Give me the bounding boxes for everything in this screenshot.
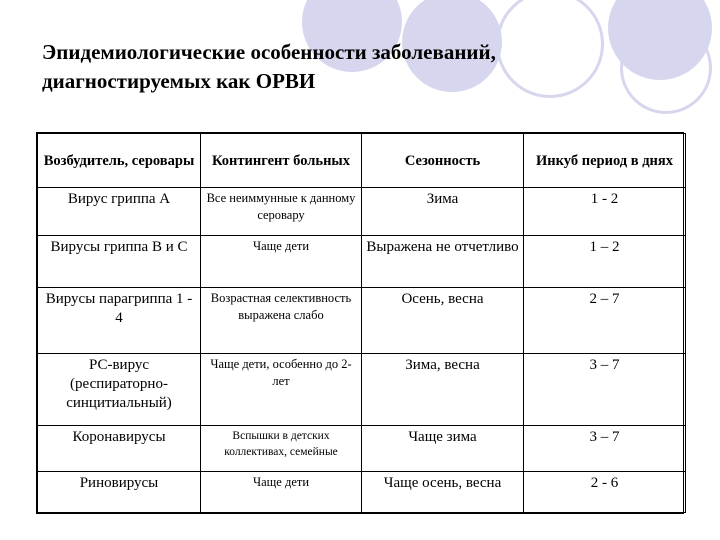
title-line-2: диагностируемых как ОРВИ xyxy=(42,69,316,93)
table-cell: Коронавирусы xyxy=(38,426,201,472)
table-row xyxy=(38,236,686,288)
header-cell: Инкуб период в днях xyxy=(524,134,686,188)
table-cell: РС-вирус (респираторно-синцитиальный) xyxy=(38,354,201,426)
header-cell: Возбудитель, серовары xyxy=(38,134,201,188)
table-cell: Вирусы парагриппа 1 - 4 xyxy=(38,288,201,354)
table-cell: 2 - 6 xyxy=(524,472,686,513)
table-cell: 1 - 2 xyxy=(524,188,686,236)
header-cell: Сезонность xyxy=(362,134,524,188)
title-line-1: Эпидемиологические особенности заболеваний, xyxy=(42,40,496,64)
decor-ring-2 xyxy=(620,22,712,114)
table-cell: Чаще осень, весна xyxy=(362,472,524,513)
table-cell: Чаще дети xyxy=(201,472,362,513)
table-cell: Вирусы гриппа В и С xyxy=(38,236,201,288)
table-cell: Зима xyxy=(362,188,524,236)
header-cell: Контингент больных xyxy=(201,134,362,188)
table-row xyxy=(38,288,686,354)
table-cell: 2 – 7 xyxy=(524,288,686,354)
table-cell: Зима, весна xyxy=(362,354,524,426)
table-row xyxy=(38,188,686,236)
table-cell: Выражена не отчетливо xyxy=(362,236,524,288)
data-table xyxy=(36,132,684,514)
table-row xyxy=(38,426,686,472)
table-cell: Вирус гриппа А xyxy=(38,188,201,236)
table-cell: 3 – 7 xyxy=(524,426,686,472)
table-header-row xyxy=(38,134,686,188)
table-row xyxy=(38,472,686,513)
table-cell: Вспышки в детских коллективах, семейные xyxy=(201,426,362,472)
table-cell: Все неиммунные к данному серовару xyxy=(201,188,362,236)
table-cell: Чаще дети, особенно до 2- лет xyxy=(201,354,362,426)
table-cell: Возрастная селективность выражена слабо xyxy=(201,288,362,354)
page-title xyxy=(42,38,602,96)
table-row xyxy=(38,354,686,426)
table-cell: 3 – 7 xyxy=(524,354,686,426)
table-cell: Риновирусы xyxy=(38,472,201,513)
table-cell: Чаще зима xyxy=(362,426,524,472)
table-cell: Чаще дети xyxy=(201,236,362,288)
table-cell: 1 – 2 xyxy=(524,236,686,288)
table-cell: Осень, весна xyxy=(362,288,524,354)
